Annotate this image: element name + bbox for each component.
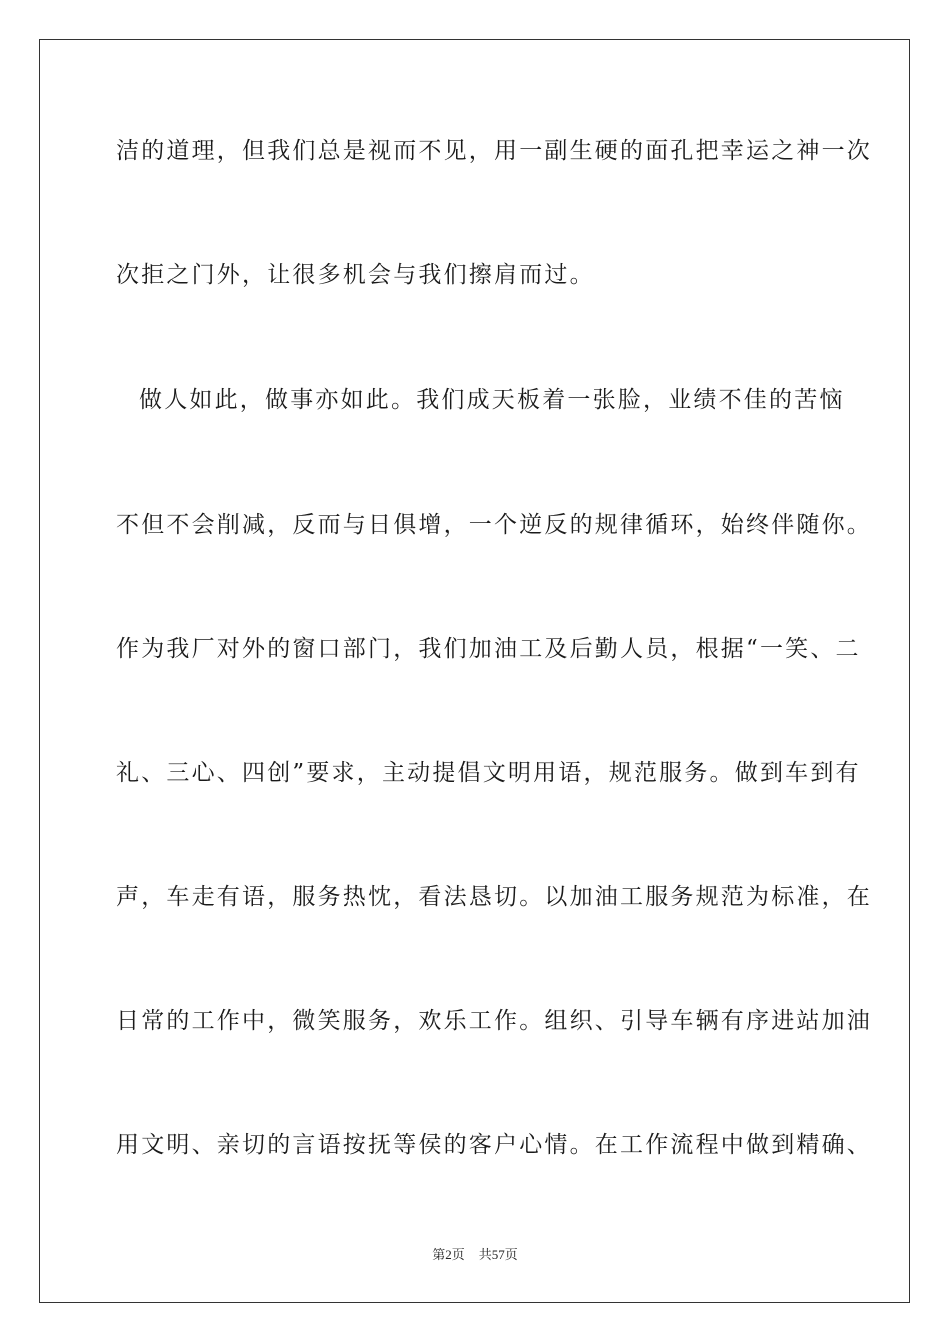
body-text-line: 不但不会削减，反而与日俱增，一个逆反的规律循环，始终伴随你。	[116, 512, 872, 538]
body-text-line: 作为我厂对外的窗口部门，我们加油工及后勤人员，根据“一笑、二	[116, 636, 861, 662]
body-text-line: 日常的工作中，微笑服务，欢乐工作。组织、引导车辆有序进站加油	[116, 1008, 872, 1034]
body-text-line: 次拒之门外，让很多机会与我们擦肩而过。	[116, 262, 595, 288]
body-text-line: 礼、三心、四创”要求，主动提倡文明用语，规范服务。做到车到有	[116, 760, 861, 786]
paragraph-start-line: 做人如此，做事亦如此。我们成天板着一张脸，业绩不佳的苦恼	[139, 387, 845, 413]
body-text-line: 用文明、亲切的言语按抚等侯的客户心情。在工作流程中做到精确、	[116, 1132, 872, 1158]
body-text-line: 洁的道理，但我们总是视而不见，用一副生硬的面孔把幸运之神一次	[116, 138, 872, 164]
page-number: 第2页	[432, 1247, 465, 1262]
body-text-line: 声，车走有语，服务热忱，看法恳切。以加油工服务规范为标准，在	[116, 884, 872, 910]
page-total: 共57页	[478, 1247, 518, 1262]
page-border	[39, 39, 910, 1303]
page-footer	[0, 1246, 950, 1264]
